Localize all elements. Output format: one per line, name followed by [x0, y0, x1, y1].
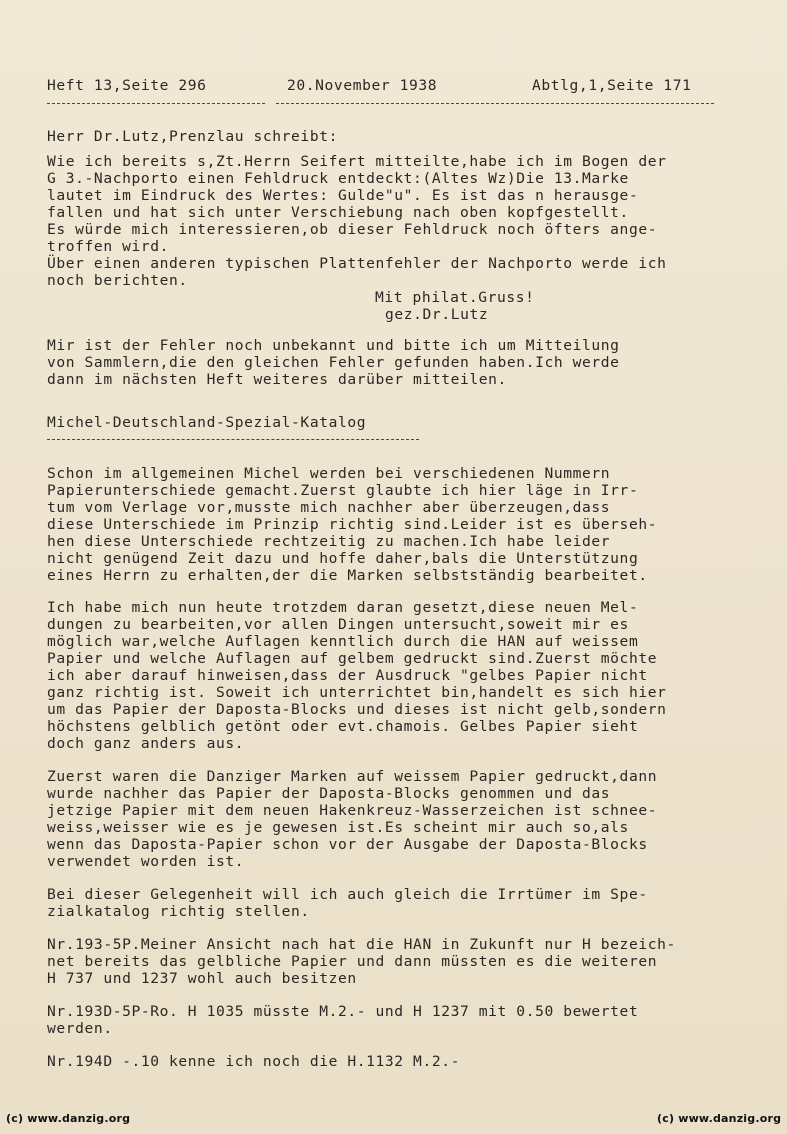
letter-line: troffen wird. — [47, 238, 170, 255]
paragraph-line: Bei dieser Gelegenheit will ich auch gleich die Irrtümer im Spe- — [47, 886, 648, 903]
issue-reference: Heft 13,Seite 296 — [47, 77, 207, 94]
paragraph-line: werden. — [47, 1020, 113, 1037]
reply-line: Mir ist der Fehler noch unbekannt und bitte ich um Mitteilung — [47, 337, 620, 354]
letter-greeting: Mit philat.Gruss! — [375, 289, 535, 306]
letter-line: G 3.-Nachporto einen Fehldruck entdeckt:(Altes Wz)Die 13.Marke — [47, 170, 629, 187]
paragraph-line: Nr.194D -.10 kenne ich noch die H.1132 M.2.- — [47, 1053, 460, 1070]
catalog-heading: Michel-Deutschland-Spezial-Katalog — [47, 414, 367, 431]
paragraph-line: ganz richtig ist. Soweit ich unterrichtet bin,handelt es sich hier — [47, 684, 667, 701]
paragraph-line: Nr.193D-5P-Ro. H 1035 müsste M.2.- und H 1237 mit 0.50 bewertet — [47, 1003, 639, 1020]
paragraph-line: Papierunterschiede gemacht.Zuerst glaubte ich hier läge in Irr- — [47, 482, 639, 499]
header-rule-right — [276, 103, 714, 104]
paragraph-line: Schon im allgemeinen Michel werden bei verschiedenen Nummern — [47, 465, 611, 482]
paragraph-line: höchstens gelblich getönt oder evt.chamois. Gelbes Papier sieht — [47, 718, 639, 735]
document-date: 20.November 1938 — [287, 77, 438, 94]
letter-line: lautet im Eindruck des Wertes: Gulde"u". Es ist das n herausge- — [47, 187, 639, 204]
header-rule-left — [47, 103, 265, 104]
copyright-footer-left: (c) www.danzig.org — [6, 1112, 131, 1125]
paragraph-line: hen diese Unterschiede rechtzeitig zu machen.Ich habe leider — [47, 533, 611, 550]
letter-intro: Herr Dr.Lutz,Prenzlau schreibt: — [47, 128, 338, 145]
paragraph-line: eines Herrn zu erhalten,der die Marken selbstständig bearbeitet. — [47, 567, 648, 584]
paragraph-line: tum vom Verlage vor,musste mich nachher aber überzeugen,dass — [47, 499, 611, 516]
paragraph-line: möglich war,welche Auflagen kenntlich durch die HAN auf weissem — [47, 633, 639, 650]
letter-signature: gez.Dr.Lutz — [385, 306, 489, 323]
paragraph-line: dungen zu bearbeiten,vor allen Dingen untersucht,soweit mir es — [47, 616, 629, 633]
section-reference: Abtlg,1,Seite 171 — [532, 77, 692, 94]
paragraph-line: zialkatalog richtig stellen. — [47, 903, 310, 920]
paragraph-line: Ich habe mich nun heute trotzdem daran gesetzt,diese neuen Mel- — [47, 599, 639, 616]
letter-line: noch berichten. — [47, 272, 188, 289]
paragraph-line: Papier und welche Auflagen auf gelbem gedruckt sind.Zuerst möchte — [47, 650, 658, 667]
paragraph-line: wenn das Daposta-Papier schon vor der Ausgabe der Daposta-Blocks — [47, 836, 648, 853]
paragraph-line: diese Unterschiede im Prinzip richtig sind.Leider ist es überseh- — [47, 516, 658, 533]
catalog-heading-rule — [47, 439, 419, 440]
paragraph-line: Zuerst waren die Danziger Marken auf weissem Papier gedruckt,dann — [47, 768, 658, 785]
paragraph-line: wurde nachher das Papier der Daposta-Blocks genommen und das — [47, 785, 611, 802]
reply-line: dann im nächsten Heft weiteres darüber mitteilen. — [47, 371, 507, 388]
letter-line: Es würde mich interessieren,ob dieser Fehldruck noch öfters ange- — [47, 221, 658, 238]
paragraph-line: verwendet worden ist. — [47, 853, 245, 870]
letter-line: Wie ich bereits s,Zt.Herrn Seifert mitteilte,habe ich im Bogen der — [47, 153, 667, 170]
letter-line: Über einen anderen typischen Plattenfehler der Nachporto werde ich — [47, 255, 667, 272]
paragraph-line: ich aber darauf hinweisen,dass der Ausdruck "gelbes Papier nicht — [47, 667, 648, 684]
paragraph-line: um das Papier der Daposta-Blocks und dieses ist nicht gelb,sondern — [47, 701, 667, 718]
copyright-footer-right: (c) www.danzig.org — [657, 1112, 782, 1125]
paragraph-line: jetzige Papier mit dem neuen Hakenkreuz-Wasserzeichen ist schnee- — [47, 802, 658, 819]
paragraph-line: H 737 und 1237 wohl auch besitzen — [47, 970, 357, 987]
reply-line: von Sammlern,die den gleichen Fehler gefunden haben.Ich werde — [47, 354, 620, 371]
letter-line: fallen und hat sich unter Verschiebung nach oben kopfgestellt. — [47, 204, 629, 221]
paragraph-line: doch ganz anders aus. — [47, 735, 245, 752]
paragraph-line: net bereits das gelbliche Papier und dann müssten es die weiteren — [47, 953, 658, 970]
paragraph-line: weiss,weisser wie es je gewesen ist.Es scheint mir auch so,als — [47, 819, 629, 836]
paragraph-line: Nr.193-5P.Meiner Ansicht nach hat die HAN in Zukunft nur H bezeich- — [47, 936, 676, 953]
paragraph-line: nicht genügend Zeit dazu und hoffe daher,bals die Unterstützung — [47, 550, 639, 567]
